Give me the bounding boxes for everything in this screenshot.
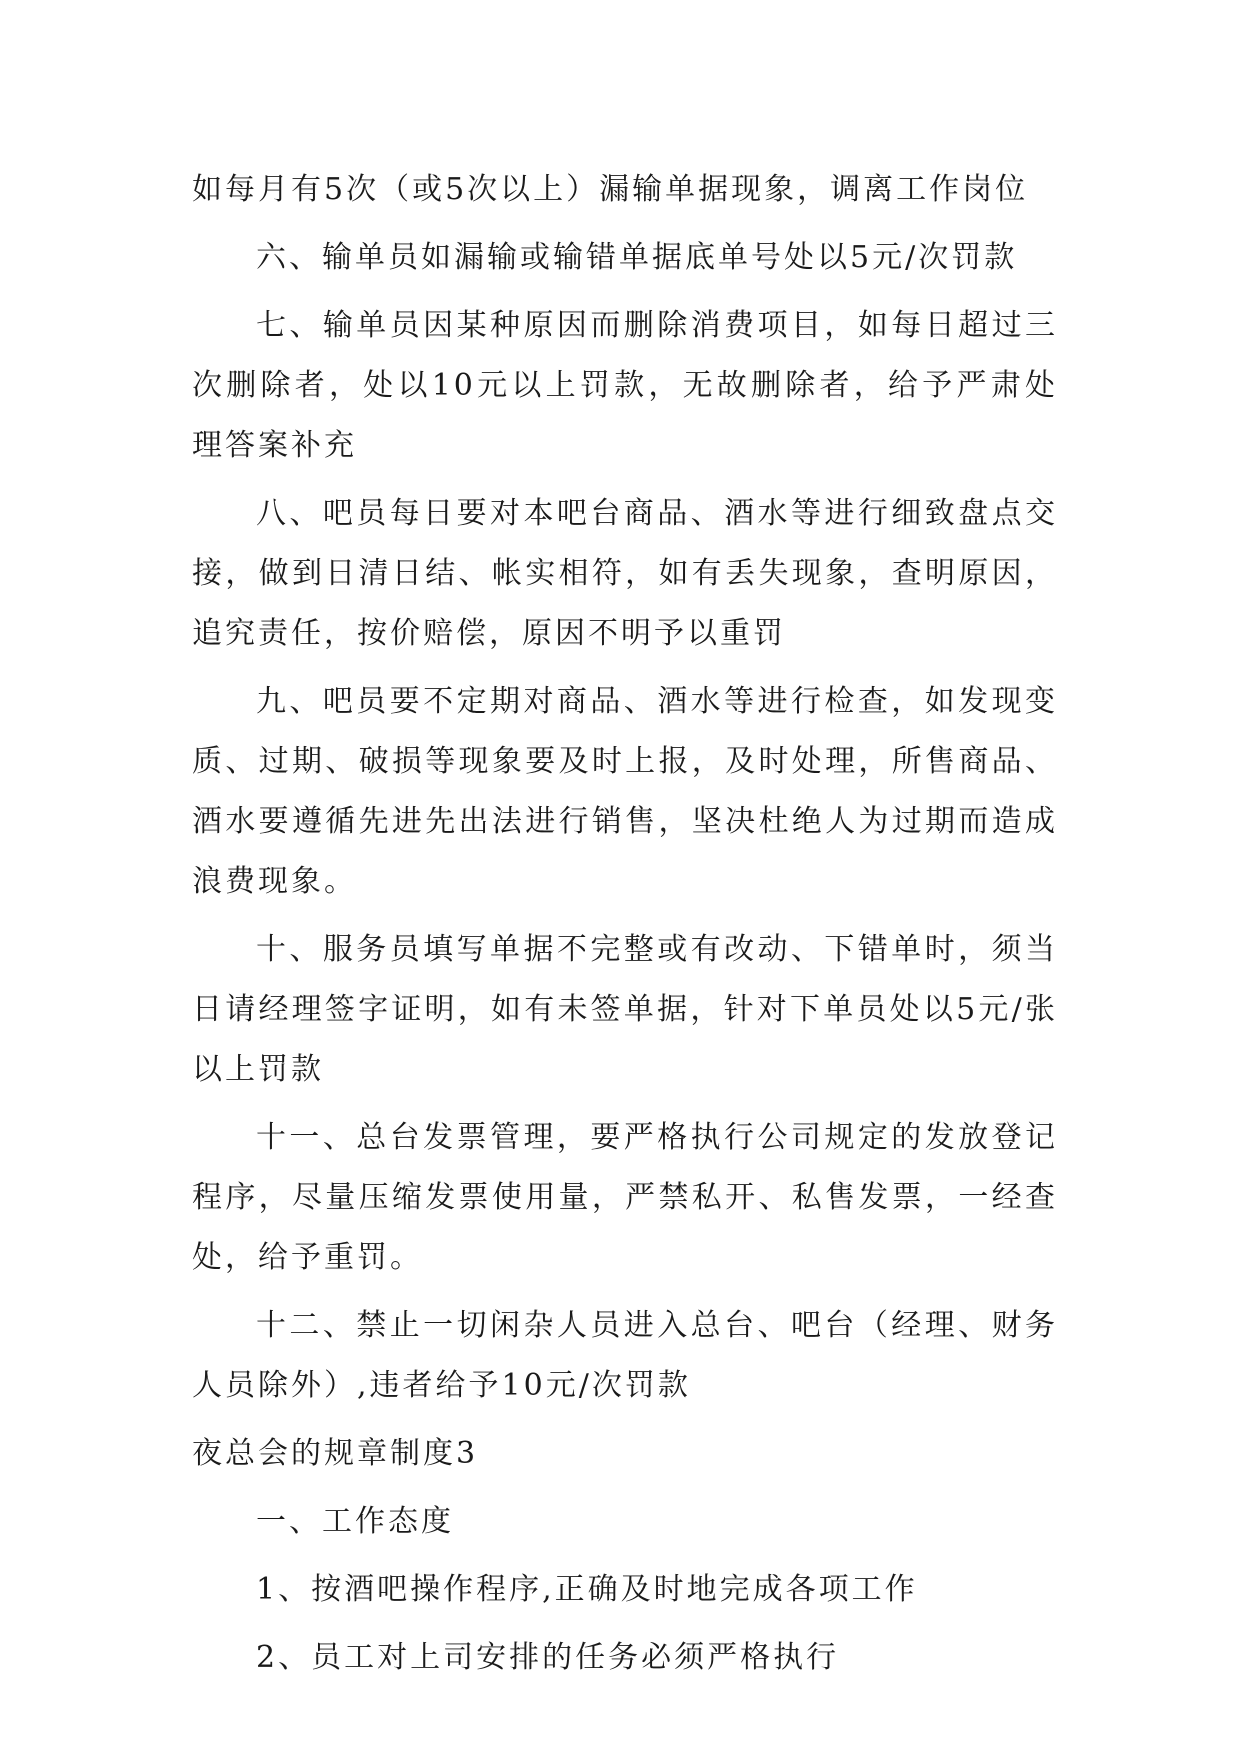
paragraph-rule-11: 十一、总台发票管理，要严格执行公司规定的发放登记程序，尽量压缩发票使用量，严禁私开、私售发票，一经查处，给予重罚。 bbox=[192, 1120, 1058, 1275]
paragraph-continuation: 如每月有5次（或5次以上）漏输单据现象，调离工作岗位 bbox=[192, 172, 1029, 207]
paragraph-rule-12: 十二、禁止一切闲杂人员进入总台、吧台（经理、财务人员除外）,违者给予10元/次罚款 bbox=[192, 1308, 1058, 1403]
document-body bbox=[192, 160, 1058, 1696]
paragraph-rule-9: 九、吧员要不定期对商品、酒水等进行检查，如发现变质、过期、破损等现象要及时上报，及时处理，所售商品、酒水要遵循先进先出法进行销售，坚决杜绝人为过期而造成浪费现象。 bbox=[192, 684, 1058, 899]
list-item-1: 1、按酒吧操作程序,正确及时地完成各项工作 bbox=[256, 1572, 918, 1607]
paragraph-rule-8: 八、吧员每日要对本吧台商品、酒水等进行细致盘点交接，做到日清日结、帐实相符，如有丢失现象，查明原因，追究责任，按价赔偿，原因不明予以重罚 bbox=[192, 496, 1058, 651]
paragraph-rule-10: 十、服务员填写单据不完整或有改动、下错单时，须当日请经理签字证明，如有未签单据，针对下单员处以5元/张以上罚款 bbox=[192, 932, 1058, 1087]
paragraph-rule-6: 六、输单员如漏输或输错单据底单号处以5元/次罚款 bbox=[256, 240, 1018, 275]
subsection-heading: 一、工作态度 bbox=[256, 1504, 454, 1539]
paragraph-rule-7: 七、输单员因某种原因而删除消费项目，如每日超过三次删除者，处以10元以上罚款，无故删除者，给予严肃处理答案补充 bbox=[192, 308, 1058, 463]
list-item-2: 2、员工对上司安排的任务必须严格执行 bbox=[256, 1640, 840, 1675]
section-heading: 夜总会的规章制度3 bbox=[192, 1436, 479, 1471]
